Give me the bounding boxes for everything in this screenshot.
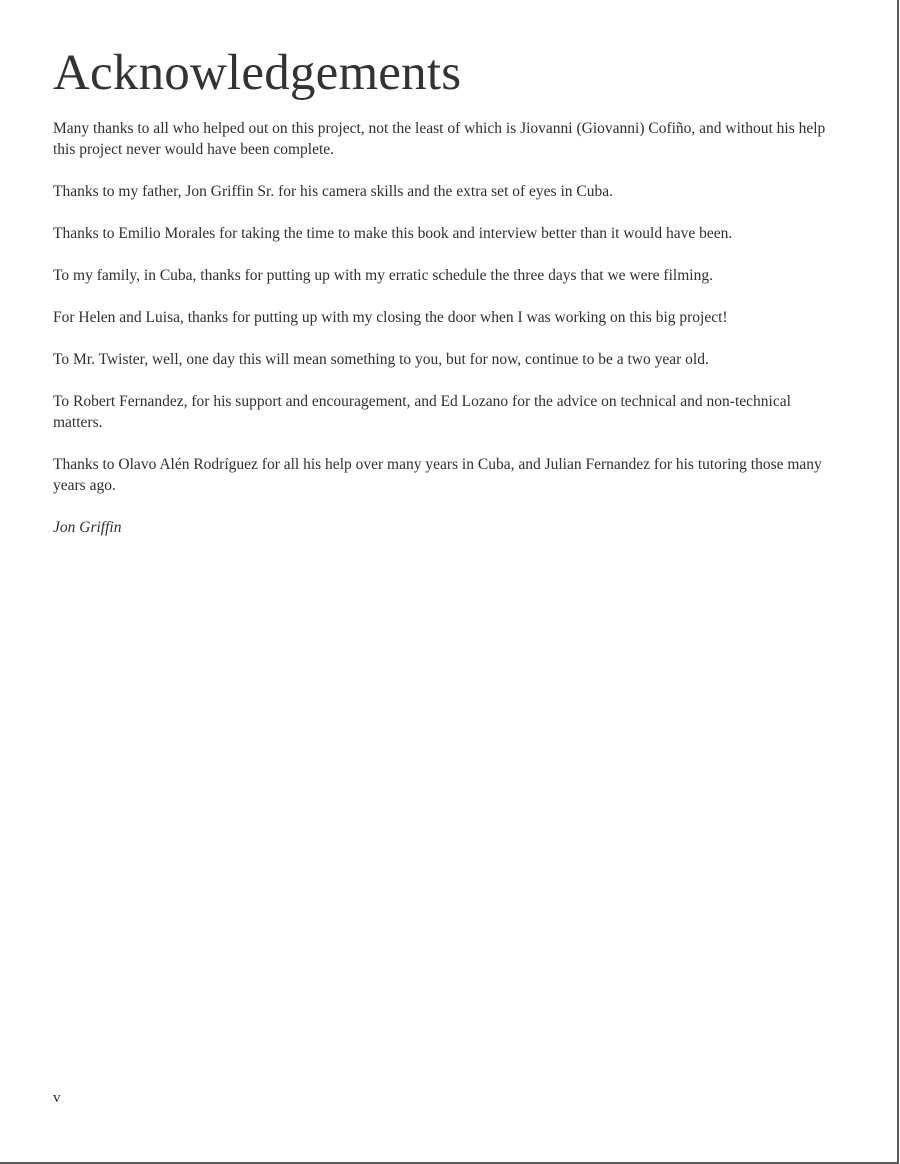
paragraph: Thanks to Olavo Alén Rodríguez for all his help over many years in Cuba, and Julian Fernandez for his tutoring those many years ago. [53, 456, 822, 494]
page-number: v [53, 1090, 61, 1106]
acknowledgements-body [53, 118, 843, 538]
paragraph: Many thanks to all who helped out on this project, not the least of which is Jiovanni (Giovanni) Cofiño, and without his help this project never would have been complete. [53, 120, 826, 158]
paragraph: Thanks to my father, Jon Griffin Sr. for his camera skills and the extra set of eyes in Cuba. [53, 183, 613, 200]
paragraph: Thanks to Emilio Morales for taking the time to make this book and interview better than it would have been. [53, 225, 733, 242]
paragraph: To Robert Fernandez, for his support and encouragement, and Ed Lozano for the advice on technical and non-technical matters. [53, 393, 791, 431]
signature: Jon Griffin [53, 519, 122, 536]
paragraph: To Mr. Twister, well, one day this will mean something to you, but for now, continue to be a two year old. [53, 351, 709, 368]
paragraph: To my family, in Cuba, thanks for putting up with my erratic schedule the three days that we were filming. [53, 267, 713, 284]
page-title: Acknowledgements [53, 45, 462, 101]
paragraph: For Helen and Luisa, thanks for putting up with my closing the door when I was working on this big project! [53, 309, 728, 326]
